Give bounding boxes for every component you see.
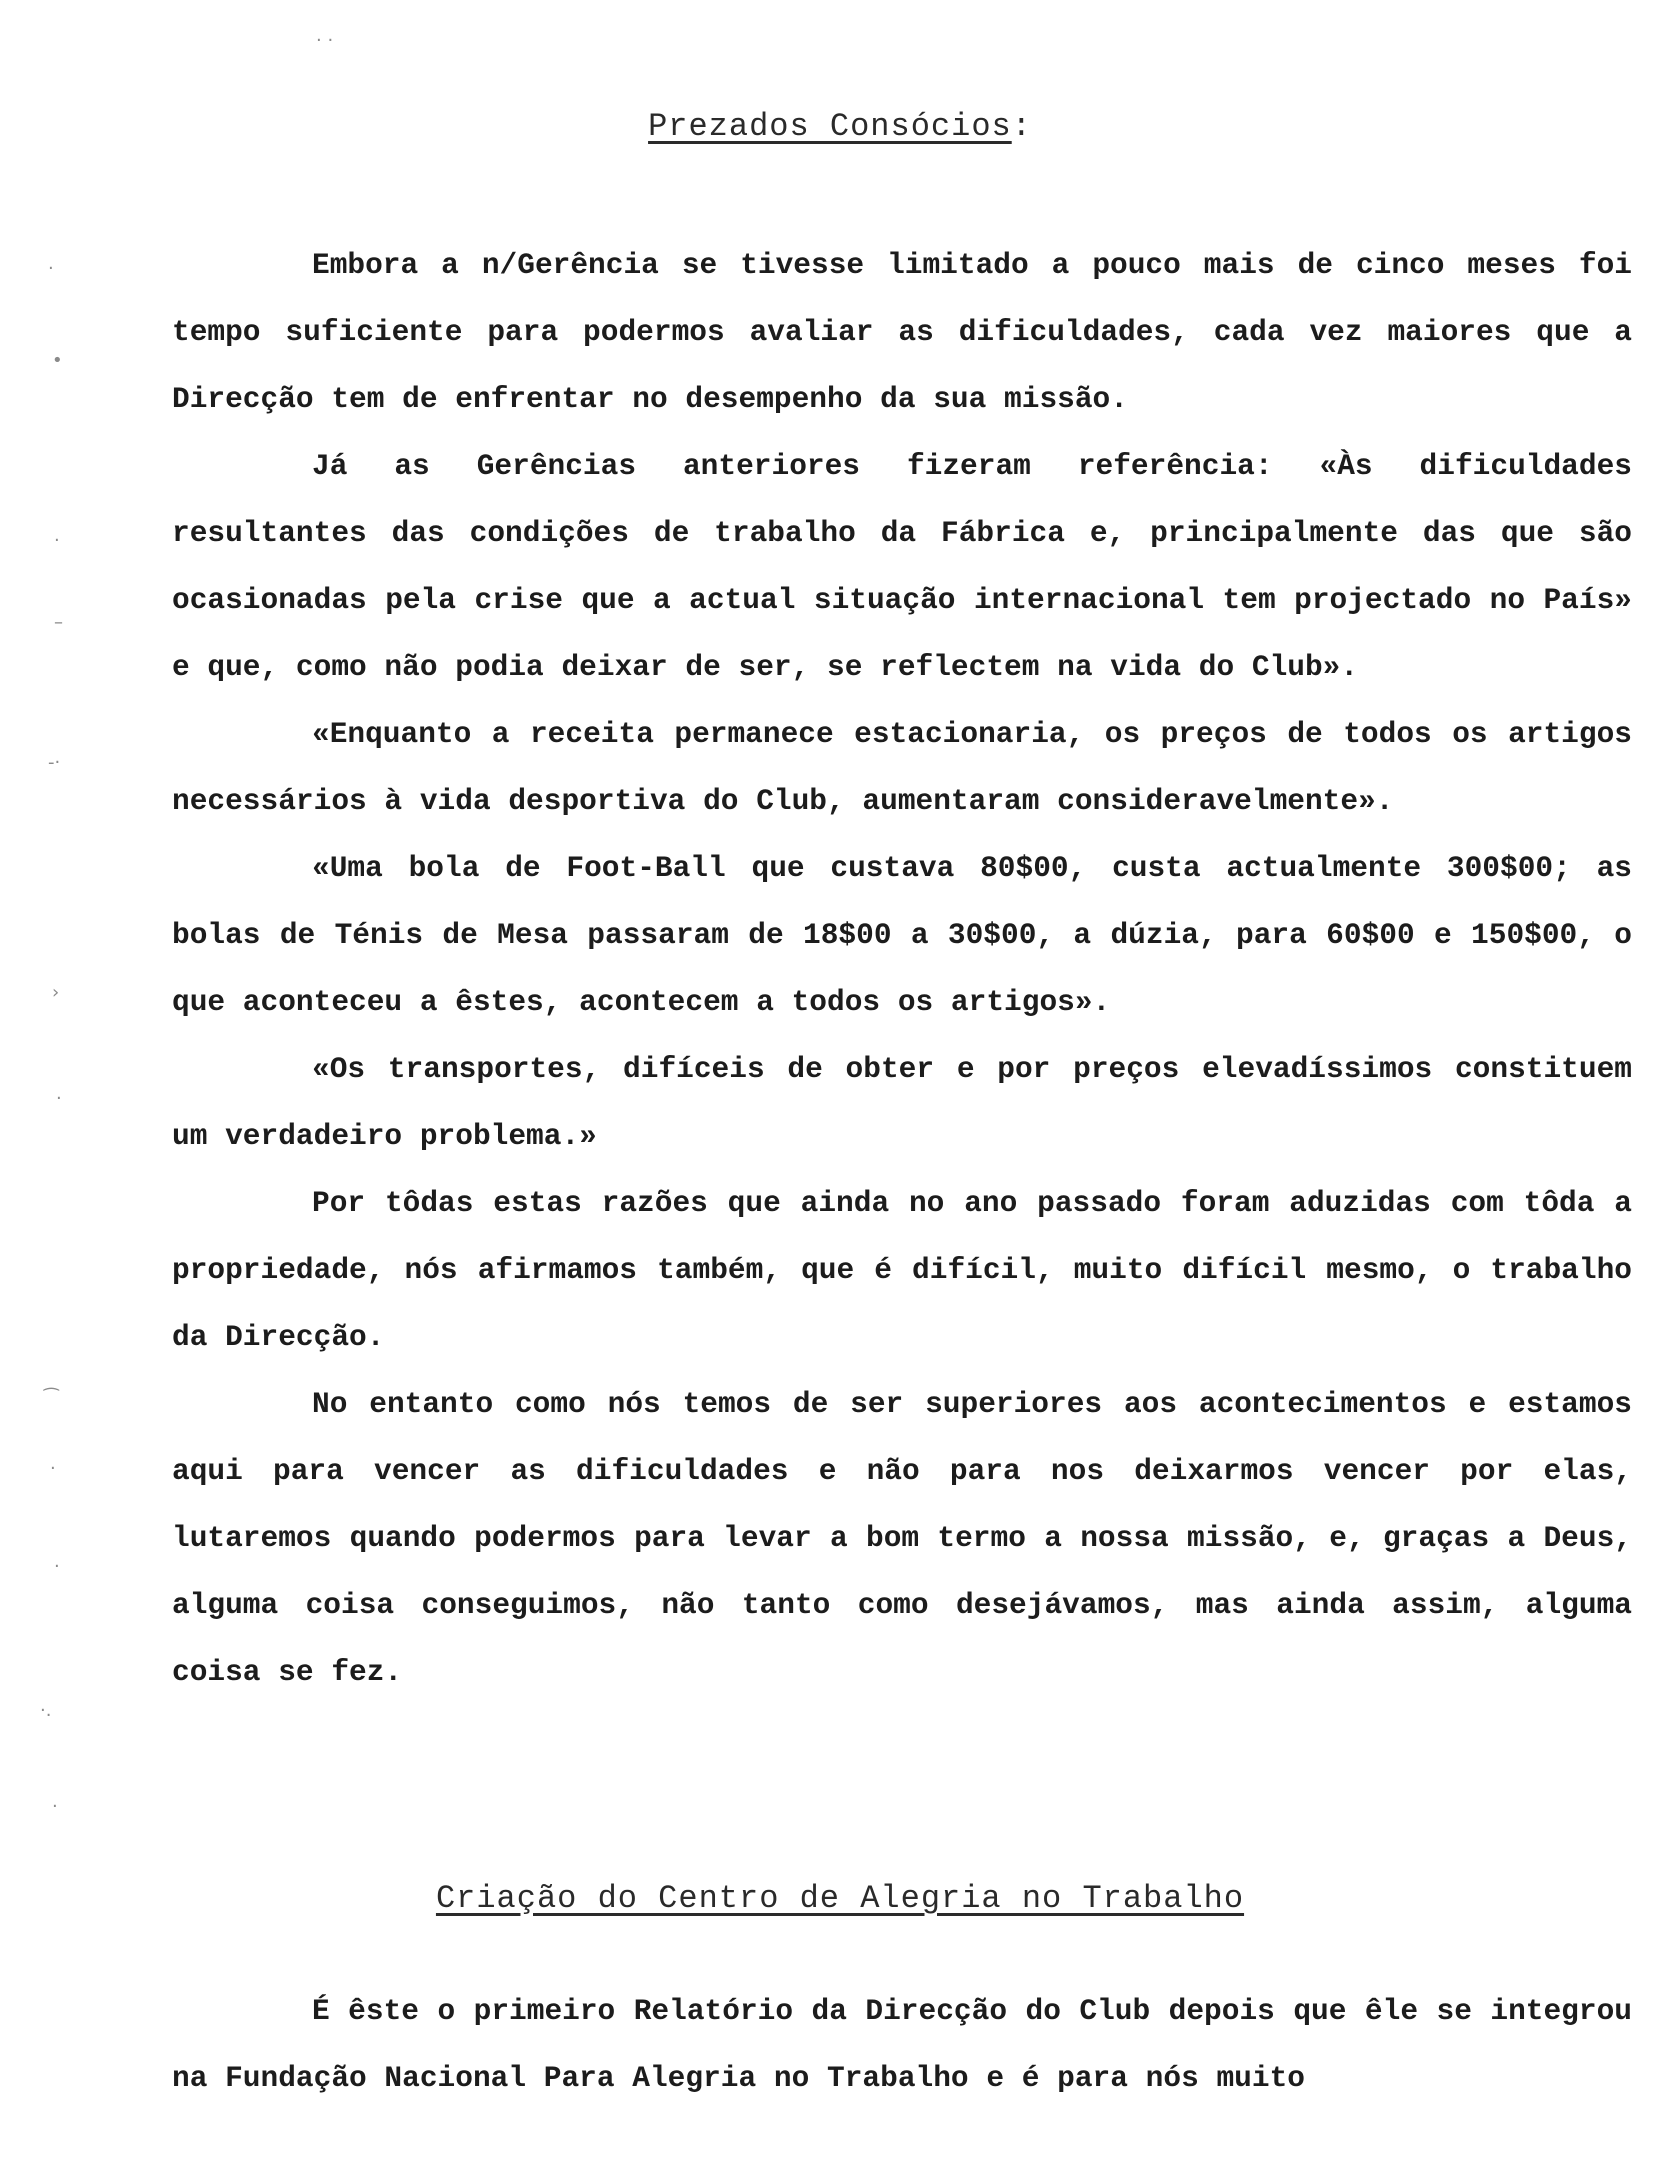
- paragraph: Já as Gerências anteriores fizeram referência: «Às dificuldades resultantes das condições de trabalho da Fábrica e, principalmente das que são ocasionadas pela crise que a actual situação internacional tem projectado no País» e que, como não podia deixar de ser, se reflectem na vida do Club».: [172, 449, 1632, 684]
- scan-speck: ·: [54, 1556, 60, 1577]
- scan-speck: ·: [50, 1458, 56, 1479]
- scan-speck: ·.: [40, 1700, 52, 1721]
- section-title: [0, 1880, 1680, 1917]
- document-title: [0, 108, 1680, 145]
- document-title-colon: :: [1011, 108, 1032, 145]
- paragraph: «Enquanto a receita permanece estacionaria, os preços de todos os artigos necessários à vida desportiva do Club, aumentaram consideravelmente».: [172, 717, 1632, 818]
- scan-speck: ·: [48, 258, 54, 279]
- scan-speck: · ·: [316, 30, 334, 51]
- document-title-text: Prezados Consócios: [648, 108, 1012, 145]
- scan-speck: ·: [54, 530, 60, 551]
- section-body: [172, 1978, 1632, 2112]
- paragraph: «Uma bola de Foot-Ball que custava 80$00, custa actualmente 300$00; as bolas de Ténis de Mesa passaram de 18$00 a 30$00, a dúzia, para 60$00 e 150$00, o que aconteceu a êstes, acontecem a todos os artigos».: [172, 851, 1632, 1019]
- paragraph: Por tôdas estas razões que ainda no ano passado foram aduzidas com tôda a propriedade, nós afirmamos também, que é difícil, muito difícil mesmo, o trabalho da Direcção.: [172, 1186, 1632, 1354]
- scan-speck: •: [52, 350, 63, 371]
- document-body: [172, 232, 1632, 1706]
- scan-speck: ·: [56, 1088, 62, 1109]
- paragraph: Embora a n/Gerência se tivesse limitado a pouco mais de cinco meses foi tempo suficiente para podermos avaliar as dificuldades, cada vez maiores que a Direcção tem de enfrentar no desempenho da sua missão.: [172, 248, 1632, 416]
- scan-speck: -·: [48, 752, 61, 773]
- scan-speck: –: [54, 612, 63, 633]
- scan-speck: ⁀: [44, 1388, 59, 1409]
- section-title-text: Criação do Centro de Alegria no Trabalho: [435, 1880, 1245, 1917]
- scan-speck: ·: [52, 1796, 58, 1817]
- paragraph: «Os transportes, difíceis de obter e por preços elevadíssimos constituem um verdadeiro problema.»: [172, 1052, 1632, 1153]
- paragraph: É êste o primeiro Relatório da Direcção do Club depois que êle se integrou na Fundação Nacional Para Alegria no Trabalho e é para nós muito: [172, 1994, 1632, 2095]
- scan-speck: ›: [52, 982, 60, 1003]
- paragraph: No entanto como nós temos de ser superiores aos acontecimentos e estamos aqui para vencer as dificuldades e não para nos deixarmos vencer por elas, lutaremos quando podermos para levar a bom termo a nossa missão, e, graças a Deus, alguma coisa conseguimos, não tanto como desejávamos, mas ainda assim, alguma coisa se fez.: [172, 1387, 1632, 1689]
